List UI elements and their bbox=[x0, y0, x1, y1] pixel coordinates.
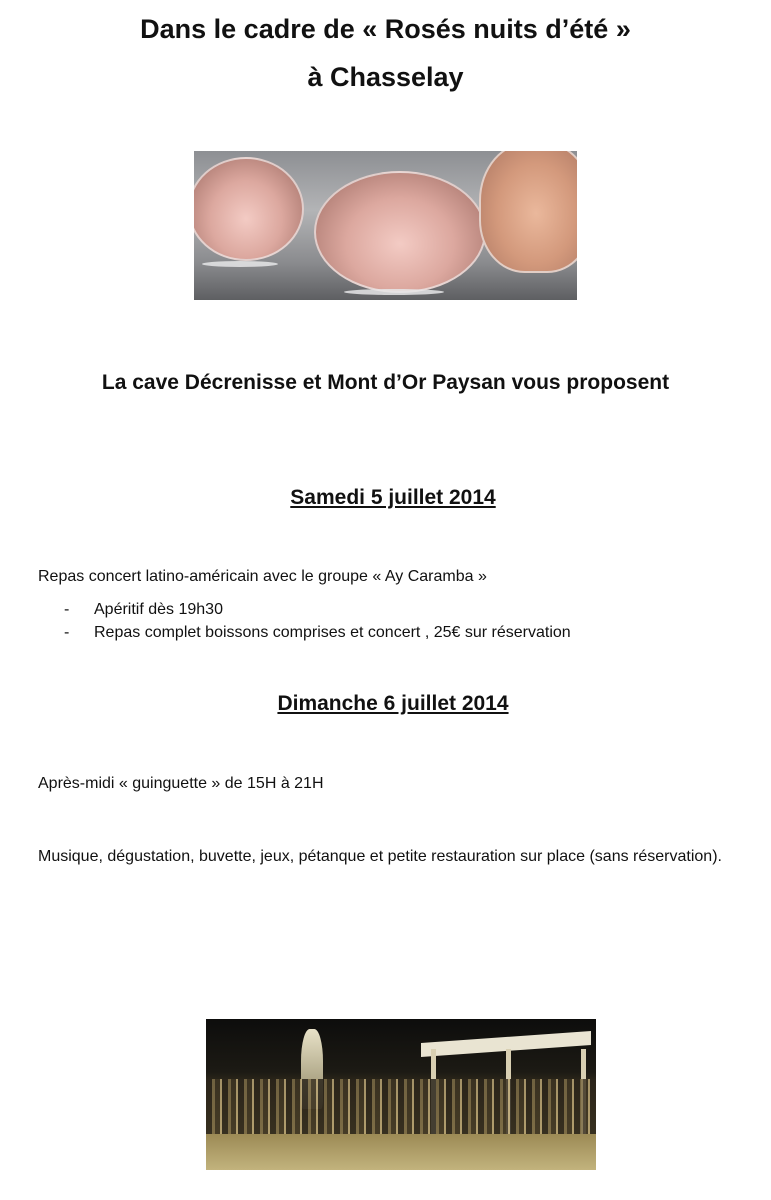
day1-description: Repas concert latino-américain avec le groupe « Ay Caramba » bbox=[38, 568, 487, 585]
page-title-line2: à Chasselay bbox=[307, 62, 464, 92]
wine-glass-right bbox=[479, 151, 577, 273]
wine-glass-center bbox=[314, 171, 486, 293]
day2-activities: Musique, dégustation, buvette, jeux, pétanque et petite restauration sur place (sans réservation). bbox=[38, 848, 722, 865]
bullet-dash: - bbox=[64, 601, 70, 618]
page-title-line1: Dans le cadre de « Rosés nuits d’été » bbox=[140, 14, 631, 44]
list-item bbox=[64, 598, 571, 621]
list-item-text: Repas complet boissons comprises et concert , 25€ sur réservation bbox=[94, 624, 571, 641]
day2-description: Après-midi « guinguette » de 15H à 21H bbox=[38, 775, 324, 792]
glass-base-left bbox=[202, 261, 278, 267]
day1-list bbox=[64, 598, 571, 644]
day2-heading: Dimanche 6 juillet 2014 bbox=[277, 692, 509, 715]
guinguette-night-photo bbox=[206, 1019, 596, 1170]
rose-wine-glasses-photo bbox=[194, 151, 577, 300]
bullet-dash: - bbox=[64, 624, 70, 641]
glass-base-center bbox=[344, 289, 444, 295]
day1-heading: Samedi 5 juillet 2014 bbox=[290, 486, 496, 509]
wine-glass-left bbox=[194, 157, 304, 261]
list-item bbox=[64, 621, 571, 644]
crowd bbox=[206, 1079, 596, 1139]
list-item-text: Apéritif dès 19h30 bbox=[94, 601, 223, 618]
organizers-subtitle: La cave Décrenisse et Mont d’Or Paysan vous proposent bbox=[101, 371, 670, 394]
ground bbox=[206, 1134, 596, 1170]
